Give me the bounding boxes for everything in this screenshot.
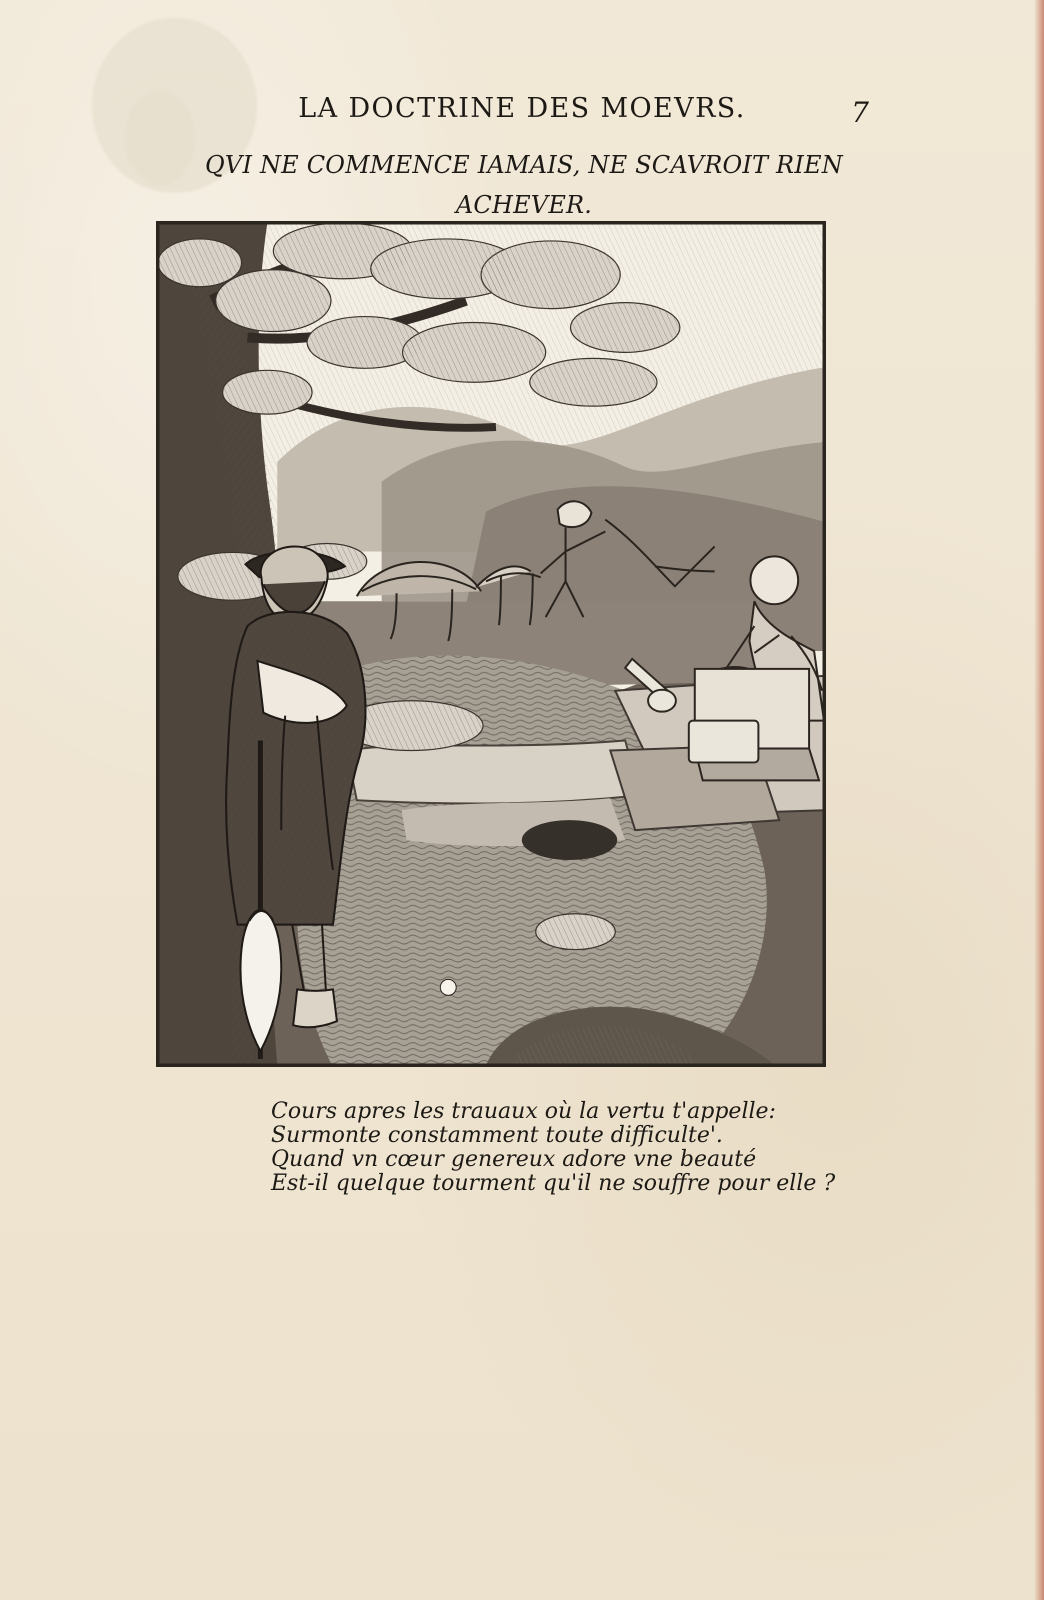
verse-line-2: Surmonte constamment toute difficulte'.	[271, 1123, 723, 1148]
engraving-scene-icon	[158, 223, 824, 1065]
page-header: LA DOCTRINE DES MOEVRS.	[298, 93, 746, 124]
verse-line-4: Est-il quelque tourment qu'il ne souffre pour elle ?	[271, 1171, 836, 1196]
engraving-illustration	[156, 221, 826, 1067]
verse-line-3: Quand vn cœur genereux adore vne beauté	[271, 1147, 757, 1172]
paper-edge	[1034, 0, 1044, 1600]
verse-line-1: Cours apres les trauaux où la vertu t'appelle:	[271, 1099, 776, 1124]
verse-block	[271, 1099, 836, 1196]
page-number: 7	[851, 96, 869, 129]
page-motto: QVI NE COMMENCE IAMAIS, NE SCAVROIT RIEN ACHEVER.	[205, 151, 843, 219]
